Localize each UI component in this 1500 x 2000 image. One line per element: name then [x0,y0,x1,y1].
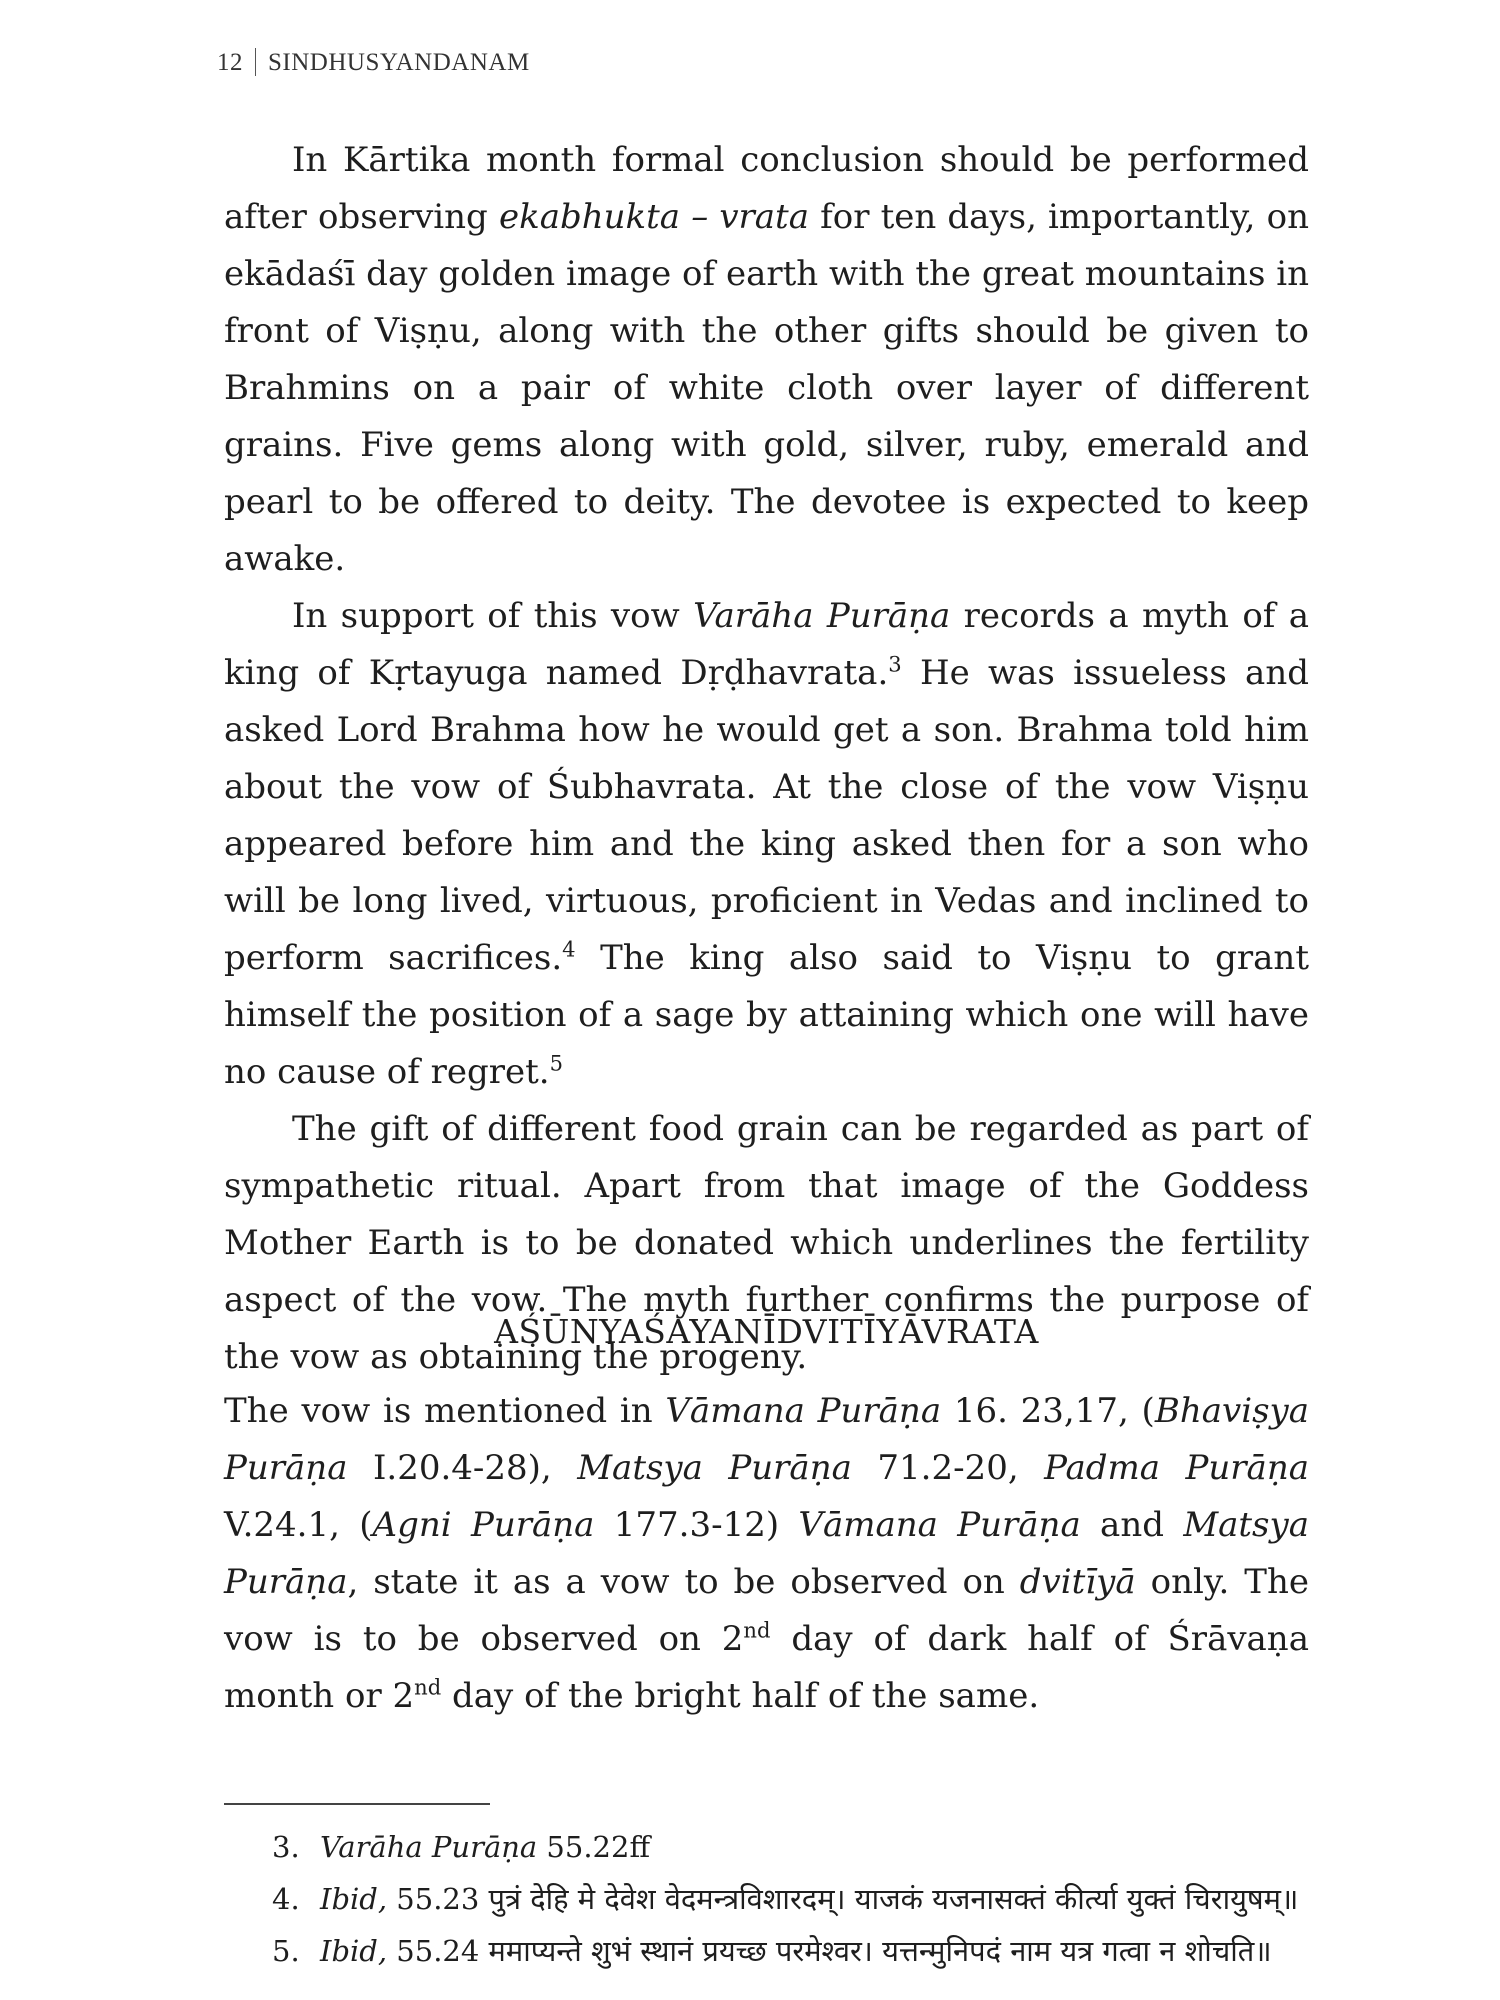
paragraph-text: records a myth of a king of Kṛtayuga named Dṛḍhavrata. [224,596,1310,693]
italic-term: Padma Purāṇa [1044,1448,1309,1488]
paragraph-text: only. The vow is to be observed on 2 [224,1562,1309,1659]
italic-term: Bhaviṣya Purāṇa [224,1391,1309,1488]
paragraph-text: , state it as a vow to be observed on [347,1562,1020,1602]
paragraph-text: I.20.4-28), [347,1448,578,1488]
page-number: 12 [217,49,243,76]
footnote-ref: 3 [888,651,902,677]
book-title: SINDHUSYANDANAM [268,49,530,76]
footnote-number: 3. [272,1830,300,1864]
paragraph-text: day of the bright half of the same. [441,1676,1040,1716]
footnote-number: 5. [272,1934,300,1968]
italic-term: Matsya Purāṇa [224,1505,1309,1602]
paragraph-text: 71.2-20, [851,1448,1045,1488]
main-text [224,132,1309,1386]
ordinal-suffix: nd [743,1617,771,1643]
ordinal-suffix: nd [414,1674,442,1700]
running-head [217,48,530,77]
footnote-text: 55.24 ममाप्यन्ते शुभं स्थानं प्रयच्छ परमेश्वर। यत्तन्मुनिपदं नाम यत्र गत्वा न शोचति॥ [387,1934,1272,1968]
paragraph-text: V.24.1, ( [224,1505,373,1545]
italic-term: Agni Purāṇa [372,1505,595,1545]
italic-term: Vāmana Purāṇa [798,1505,1081,1545]
paragraph-text: The vow is mentioned in [224,1391,666,1431]
paragraph-text: In Kārtika month formal conclusion should be performed after observing [224,140,1309,237]
paragraph-text: and [1080,1505,1184,1545]
footnote [272,1925,1332,1977]
footnote-number: 4. [272,1882,300,1916]
paragraph-text: 16. 23,17, ( [941,1391,1155,1431]
italic-term: Matsya Purāṇa [577,1448,852,1488]
footnotes [272,1821,1332,1977]
section-heading: AŚŪNYAŚAYANĪDVITĪYĀVRATA [494,1312,1039,1351]
italic-term: Vāmana Purāṇa [665,1391,942,1431]
footnote-source: Ibid, [320,1934,388,1968]
italic-term: Varāha Purāṇa [693,596,951,636]
footnote-source: Varāha Purāṇa [320,1830,538,1864]
paragraph-text: The gift of different food grain can be regarded as part of sympathetic ritual. Apart from that image of the Goddess Mother Earth is to be donated which underlines the fertility aspect of the vow. The myth further confirms the purpose of the vow as obtaining the progeny. [224,1109,1309,1377]
footnote-rule [224,1803,490,1805]
italic-term: ekabhukta – vrata [498,197,809,237]
paragraph-text: for ten days, importantly, on ekādaśī day golden image of earth with the great mountains in front of Viṣṇu, along with the other gifts should be given to Brahmins on a pair of white cloth over layer of different grains. Five gems along with gold, silver, ruby, emerald and pearl to be offered to deity. The devotee is expected to keep awake. [224,197,1309,579]
footnote-text: 55.23 पुत्रं देहि मे देवेश वेदमन्त्रविशारदम्। याजकं यजनासक्तं कीर्त्या युक्तं चिरायुषम्॥ [387,1882,1299,1916]
paragraph [224,588,1309,1101]
italic-term: dvitīyā [1019,1562,1136,1602]
paragraph [224,132,1309,588]
footnote [272,1873,1332,1925]
footnote-source: Ibid, [320,1882,388,1916]
footnote-ref: 4 [562,936,576,962]
header-divider [255,48,256,76]
paragraph-text: 177.3-12) [594,1505,799,1545]
footnote-text: 55.22ff [537,1830,651,1864]
paragraph-text: In support of this vow [292,596,694,636]
paragraph [224,1383,1309,1725]
section-text [224,1383,1309,1725]
paragraph-text: The king also said to Viṣṇu to grant himself the position of a sage by attaining which one will have no cause of regret. [224,938,1309,1092]
paragraph-text: He was issueless and asked Lord Brahma how he would get a son. Brahma told him about the vow of Śubhavrata. At the close of the vow Viṣṇu appeared before him and the king asked then for a son who will be long lived, virtuous, proficient in Vedas and inclined to perform sacrifices. [224,653,1309,978]
paragraph-text: day of dark half of Śrāvaṇa month or 2 [224,1619,1309,1716]
footnote [272,1821,1332,1873]
footnote-ref: 5 [549,1050,564,1076]
